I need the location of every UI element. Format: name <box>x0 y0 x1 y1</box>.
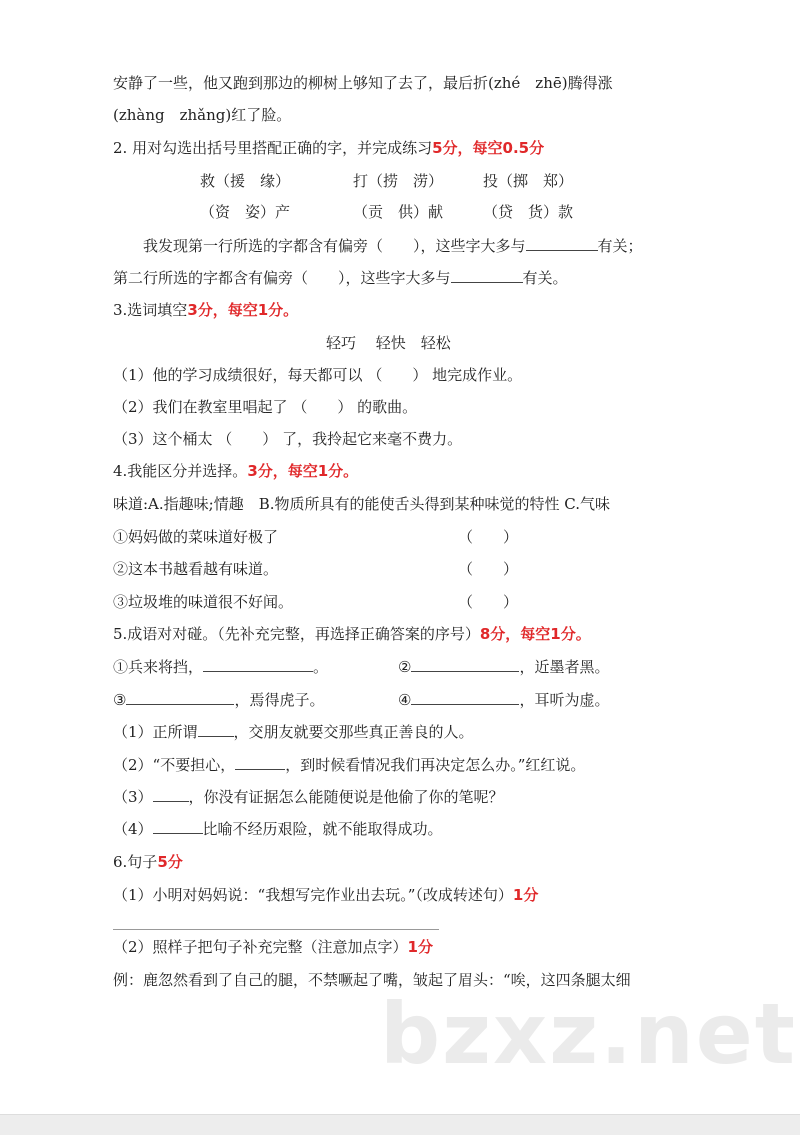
text-line <box>113 268 568 288</box>
list-item <box>113 787 504 807</box>
answer-blank[interactable] <box>451 268 523 283</box>
idiom-item <box>113 657 328 677</box>
question-text: 3.选词填空 <box>113 301 188 319</box>
score-label: 3分，每空1分。 <box>187 301 299 319</box>
score-label: 3分，每空1分。 <box>247 462 359 480</box>
text: （3） <box>113 788 153 806</box>
word-bank: 轻巧 轻快 轻松 <box>326 334 451 352</box>
question-4-heading <box>113 461 358 481</box>
text: ，到时候看情况我们再决定怎么办。”红红说。 <box>285 756 586 774</box>
text: ，近墨者黑。 <box>519 658 610 676</box>
text: （1）正所谓 <box>113 723 198 741</box>
char-choice: 打（捞 涝） <box>353 172 444 190</box>
question-5-heading <box>113 624 591 644</box>
text: 。 <box>313 658 329 676</box>
text: （2）照样子把句子补充完整（注意加点字） <box>113 938 408 956</box>
question-text: 5.成语对对碰。（先补充完整，再选择正确答案的序号） <box>113 625 480 643</box>
answer-paren[interactable]: （ ） <box>458 593 519 611</box>
definition-line: 味道:A.指趣味;情趣 B.物质所具有的能使舌头得到某种味觉的特性 C.气味 <box>113 495 610 513</box>
list-item <box>113 937 433 957</box>
question-text: 6.句子 <box>113 853 158 871</box>
question-text: 2. 用对勾选出括号里搭配正确的字，并完成练习 <box>113 139 433 157</box>
text: ①兵来将挡， <box>113 658 204 676</box>
char-choice: 救（援 缘） <box>200 172 291 190</box>
char-choice: （贡 供）献 <box>353 203 444 221</box>
score-label: 5分，每空0.5分 <box>432 139 545 157</box>
list-item <box>113 722 474 742</box>
text-line <box>143 236 643 256</box>
question-3-heading <box>113 300 298 320</box>
text: （1）小明对妈妈说：“我想写完作业出去玩。”（改成转述句） <box>113 886 513 904</box>
list-item: ①妈妈做的菜味道好极了 <box>113 528 279 546</box>
idiom-item <box>398 657 609 677</box>
list-item <box>113 885 538 905</box>
text: 我发现第一行所选的字都含有偏旁（ ），这些字大多与 <box>143 237 526 255</box>
idiom-item <box>398 690 609 710</box>
question-text: 4.我能区分并选择。 <box>113 462 248 480</box>
answer-paren[interactable]: （ ） <box>458 528 519 546</box>
score-label: 1分 <box>512 886 539 904</box>
example-line: 例：鹿忽然看到了自己的腿，不禁噘起了嘴，皱起了眉头：“唉，这四条腿太细 <box>113 971 631 989</box>
answer-blank[interactable] <box>235 755 285 770</box>
text: ② <box>398 658 412 676</box>
list-item <box>113 819 443 839</box>
text: 有关。 <box>522 269 568 287</box>
text: ，你没有证据怎么能随便说是他偷了你的笔呢？ <box>188 788 504 806</box>
text: ④ <box>398 691 412 709</box>
answer-blank[interactable] <box>198 722 234 737</box>
answer-blank[interactable] <box>126 690 234 705</box>
score-label: 8分，每空1分。 <box>479 625 591 643</box>
text-line: 安静了一些，他又跑到那边的柳树上够知了去了，最后折(zhé zhē)腾得涨 <box>113 74 613 92</box>
text-line: (zhàng zhǎng)红了脸。 <box>113 106 292 124</box>
answer-blank[interactable] <box>526 236 598 251</box>
text: 有关； <box>597 237 643 255</box>
text: ③ <box>113 691 127 709</box>
char-choice: （资 姿）产 <box>200 203 291 221</box>
text: 比喻不经历艰险，就不能取得成功。 <box>202 820 443 838</box>
text: （2）“不要担心， <box>113 756 236 774</box>
text: 第二行所选的字都含有偏旁（ ），这些字大多与 <box>113 269 451 287</box>
score-label: 5分 <box>157 853 183 871</box>
text: ，交朋友就要交那些真正善良的人。 <box>233 723 474 741</box>
question-2-heading <box>113 138 544 158</box>
question-6-heading <box>113 852 183 872</box>
answer-blank[interactable] <box>411 690 519 705</box>
answer-blank[interactable] <box>411 657 519 672</box>
watermark: bzxz.net <box>380 985 797 1083</box>
answer-line[interactable] <box>113 929 439 930</box>
answer-paren[interactable]: （ ） <box>458 560 519 578</box>
char-choice: （贷 货）款 <box>483 203 574 221</box>
list-item: （3）这个桶太 （ ） 了，我拎起它来毫不费力。 <box>113 430 463 448</box>
list-item: （1）他的学习成绩很好，每天都可以 （ ） 地完成作业。 <box>113 366 523 384</box>
idiom-item <box>113 690 324 710</box>
text: （4） <box>113 820 153 838</box>
answer-blank[interactable] <box>153 819 203 834</box>
list-item: ③垃圾堆的味道很不好闻。 <box>113 593 294 611</box>
text: ，焉得虎子。 <box>234 691 325 709</box>
list-item <box>113 755 585 775</box>
text: ，耳听为虚。 <box>519 691 610 709</box>
list-item: （2）我们在教室里唱起了 （ ） 的歌曲。 <box>113 398 418 416</box>
char-choice: 投（掷 郑） <box>483 172 574 190</box>
answer-blank[interactable] <box>153 787 189 802</box>
viewer-bottom-bar <box>0 1114 800 1135</box>
answer-blank[interactable] <box>203 657 313 672</box>
score-label: 1分 <box>407 938 433 956</box>
list-item: ②这本书越看越有味道。 <box>113 560 279 578</box>
